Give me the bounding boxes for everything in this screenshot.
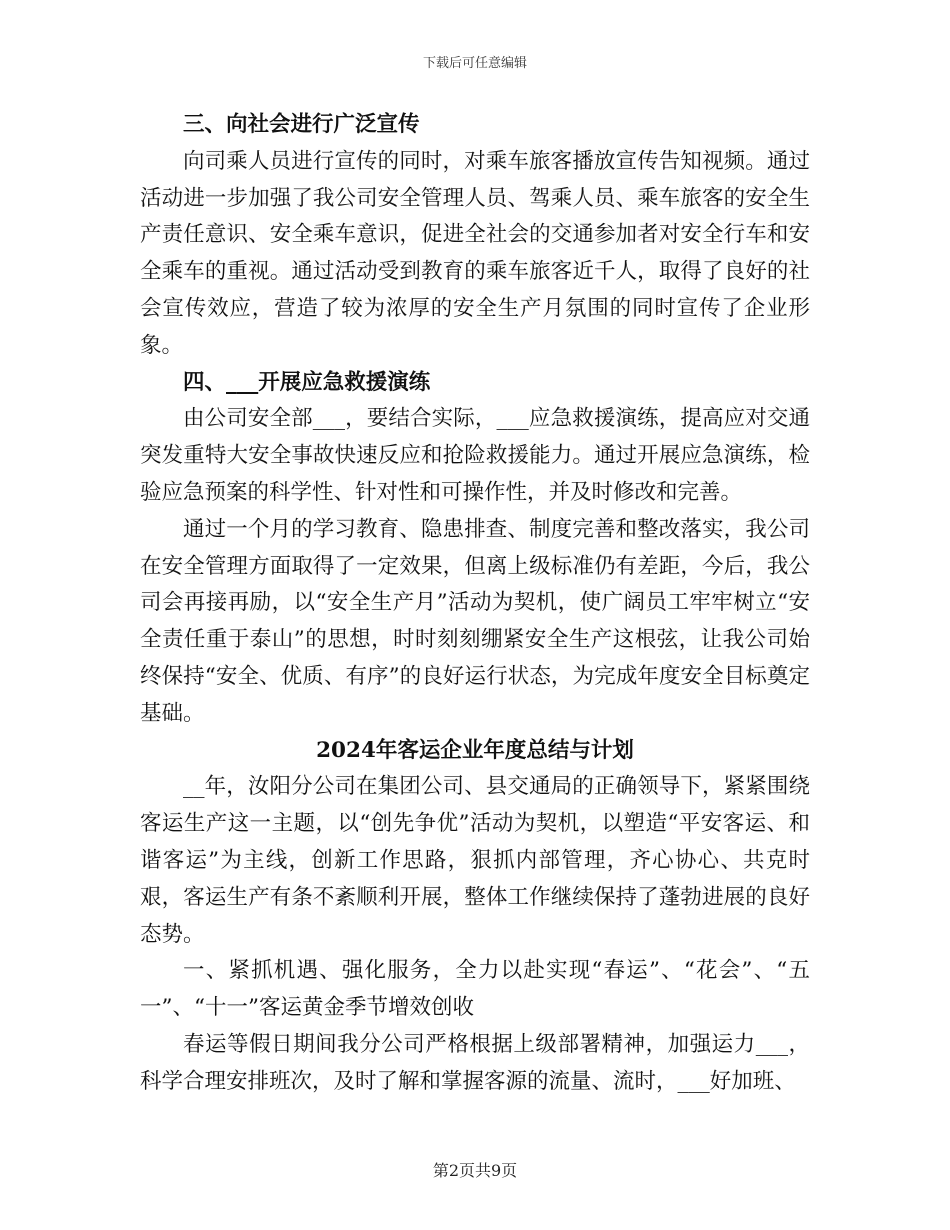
paragraph: 通过一个月的学习教育、隐患排查、制度完善和整改落实，我公司在安全管理方面取得了一定效果，但离上级标准仍有差距，今后，我公司会再接再励，以“安全生产月”活动为契机，使广阔员工牢牢树立“安全责任重于泰山”的思想，时时刻刻绷紧安全生产这根弦，让我公司始终保持“安全、优质、有序”的良好运行状态，为完成年度安全目标奠定基础。 <box>140 516 810 726</box>
page-header: 下载后可任意编辑 <box>422 56 527 71</box>
page-footer: 第2页共9页 <box>432 1161 518 1180</box>
paragraph: 春运等假日期间我分公司严格根据上级部署精神，加强运力___，科学合理安排班次，及时了解和掌握客源的流量、流时，___好加班、 <box>140 1031 810 1094</box>
document-body <box>140 107 810 1101</box>
paragraph: 一、紧抓机遇、强化服务，全力以赴实现“春运”、“花会”、“五一”、“十一”客运黄金季节增效创收 <box>140 958 810 1021</box>
paragraph: 向司乘人员进行宣传的同时，对乘车旅客播放宣传告知视频。通过活动进一步加强了我公司安全管理人员、驾乘人员、乘车旅客的安全生产责任意识、安全乘车意识，促进全社会的交通参加者对安全行车和安全乘车的重视。通过活动受到教育的乘车旅客近千人，取得了良好的社会宣传效应，营造了较为浓厚的安全生产月氛围的同时宣传了企业形象。 <box>140 148 810 358</box>
section-heading-4: 四、___开展应急救援演练 <box>183 369 431 395</box>
paragraph: 由公司安全部___，要结合实际，___应急救援演练，提高应对交通突发重特大安全事故快速反应和抢险救援能力。通过开展应急演练，检验应急预案的科学性、针对性和可操作性，并及时修改和完善。 <box>140 406 810 505</box>
paragraph: __年，汝阳分公司在集团公司、县交通局的正确领导下，紧紧围绕客运生产这一主题，以“创先争优”活动为契机，以塑造“平安客运、和谐客运”为主线，创新工作思路，狠抓内部管理，齐心协心、共克时艰，客运生产有条不紊顺利开展，整体工作继续保持了蓬勃进展的良好态势。 <box>140 774 810 947</box>
section-heading-3: 三、向社会进行广泛宣传 <box>183 112 420 137</box>
document-title: 2024年客运企业年度总结与计划 <box>316 737 634 763</box>
